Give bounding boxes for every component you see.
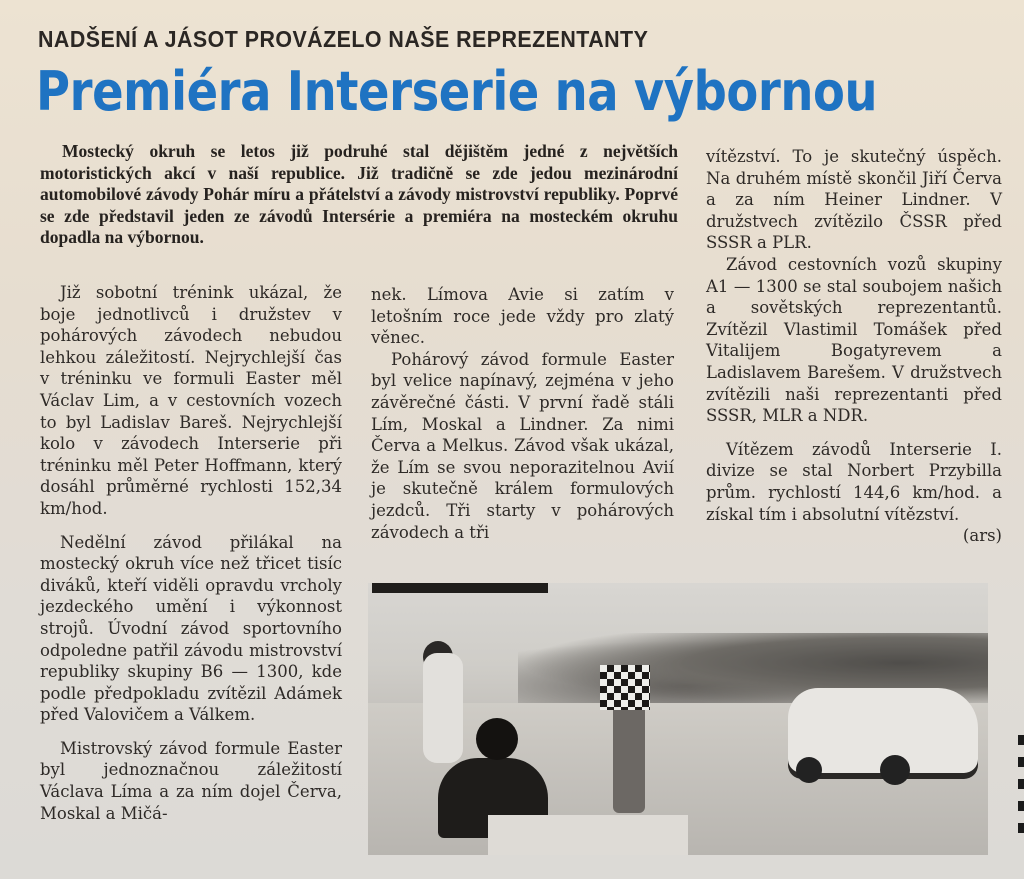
paragraph: Mistrovský závod formule Easter byl jednoznačnou záležitostí Václava Líma a za ním dojel Červa, Moskal a Mičá- [40,738,342,823]
paragraph [706,439,1002,546]
lead-paragraph: Mostecký okruh se letos již podruhé stal dějištěm jedné z největších motoristických akcí v naší republice. Již tradičně se zde jedou mezinárodní automobilové závody Pohár míru a přátelství a závody mistrovství republiky. Poprvé se zde představil jeden ze závodů Intersérie a premiéra na mosteckém okruhu dopadla na výbornou. [40,141,678,247]
paragraph: Pohárový závod formule Easter byl velice napínavý, zejména v jeho závěrečné části. V první řadě stáli Lím, Moskal a Lindner. Za nimi Červa a Melkus. Závod však ukázal, že Lím se svou neporazitelnou Avií je skutečně králem formulových jezdců. Tři starty v pohárových závodech a tři [371,349,674,542]
kicker-heading: NADŠENÍ A JÁSOT PROVÁZELO NAŠE REPREZENTANTY [38,26,649,52]
paragraph: Závod cestovních vozů skupiny A1 — 1300 se stal soubojem našich a sovětských reprezentantů. Zvítězil Vlastimil Tomášek před Vitalijem Bogatyrevem a Ladislavem Barešem. V družstvech zvítězili naši reprezentanti před SSSR, MLR a NDR. [706,254,1002,426]
column-2 [371,284,674,543]
paragraph: vítězství. To je skutečný úspěch. Na druhém místě skončil Jiří Červa a za ním Heiner Lindner. V družstvech zvítězilo ČSSR před SSSR a PLR. [706,147,1002,253]
photo-table [488,815,688,855]
race-photo [368,583,988,855]
photo-race-car [788,688,978,773]
paragraph: Již sobotní trénink ukázal, že boje jednotlivců i družstev v pohárových závodech nebudou lehkou záležitostí. Nejrychlejší čas v tréninku ve formuli Easter měl Václav Lim, a v cestovních vozech to byl Ladislav Bareš. Nejrychlejší kolo v závodech Interserie při tréninku měl Peter Hoffmann, který dosáhl průměrné rychlosti 152,34 km/hod. [40,283,342,518]
author-signature: (ars) [962,526,1002,546]
photo-flagman [613,703,645,813]
paragraph-text: Vítězem závodů Interserie I. divize se stal Norbert Przybilla prům. rychlostí 144,6 km/hod. a získal tím i absolutní vítězství. [706,439,1002,524]
photo-official [423,653,463,763]
article-headline: Premiéra Interserie na výbornou [36,60,878,123]
paragraph: Nedělní závod přilákal na mostecký okruh více než třicet tisíc diváků, kteří viděli opravdu vrcholy jezdeckého umění i výkonnost strojů. Úvodní závod sportovního odpoledne patřil závodu mistrovství republiky skupiny B6 — 1300, kde podle předpokladu zvítězil Adámek před Valovičem a Válkem. [40,532,342,725]
column-1 [40,282,342,824]
column-3 [706,146,1002,547]
photo-timekeeper-head [476,718,518,760]
paragraph: nek. Límova Avie si zatím v letošním roce jede vždy pro zlatý věnec. [371,285,674,348]
adjacent-page-text-fragment [1018,735,1024,845]
photo-border-bar [372,583,548,593]
checkered-flag-icon [600,665,650,710]
